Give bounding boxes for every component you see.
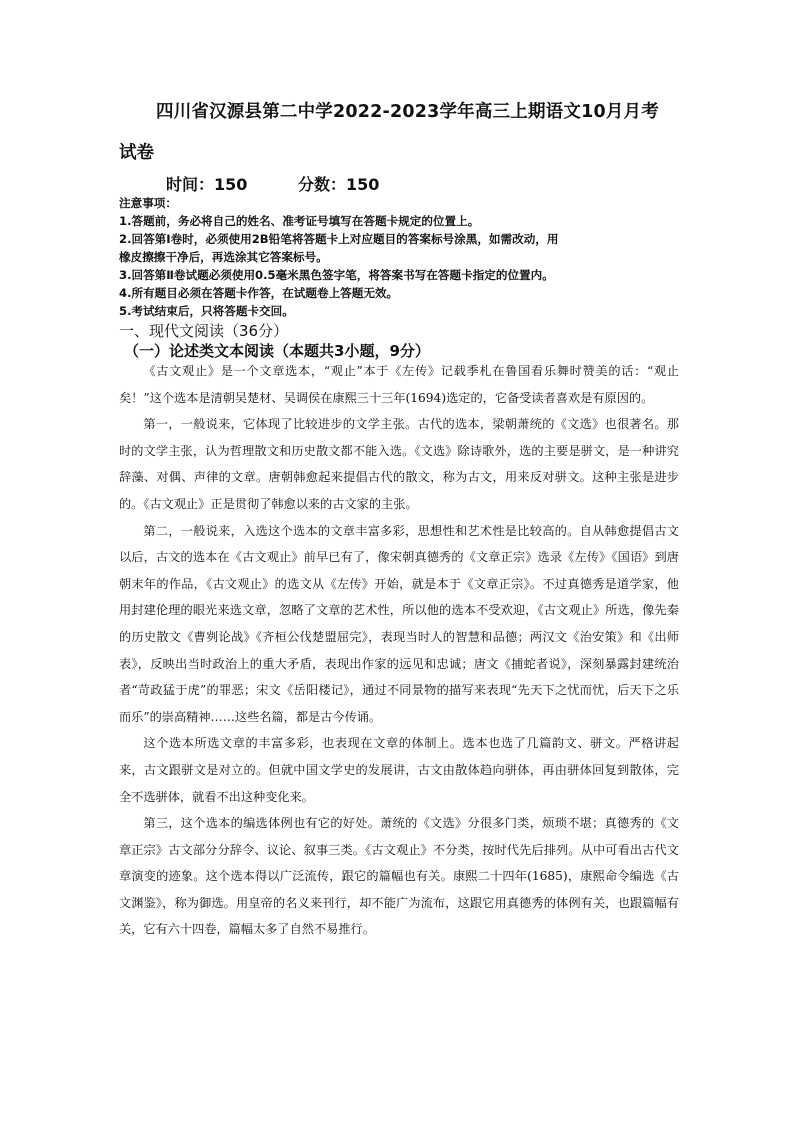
exam-title-continued: 试卷: [119, 143, 154, 163]
note-item: 3.回答第Ⅱ卷试题必须使用0.5毫米黑色签字笔，将答案书写在答题卡指定的位置内。: [119, 268, 554, 282]
reading-passage: [119, 358, 679, 943]
exam-score: 分数：150: [298, 175, 380, 194]
section-heading-1-1: （一）论述类文本阅读（本题共3小题，9分）: [124, 342, 430, 360]
exam-notes: [119, 194, 679, 320]
note-item: 2.回答第Ⅰ卷时，必须使用2B铅笔将答题卡上对应题目的答案标号涂黑，如需改动，用: [119, 232, 559, 246]
note-item: 1.答题前，务必将自己的姓名、准考证号填写在答题卡规定的位置上。: [119, 214, 480, 228]
passage-paragraph: 第二，一般说来，入选这个选本的文章丰富多彩，思想性和艺术性是比较高的。自从韩愈提倡古文以后，古文的选本在《古文观止》前早已有了，像宋朝真德秀的《文章正宗》选录《左传》《国语》到唐朝末年的作品，《古文观止》的选文从《左传》开始，就是本于《文章正宗》。不过真德秀是道学家，他用封建伦理的眼光来选文章，忽略了文章的艺术性，所以他的选本不受欢迎，《古文观止》所选，像先秦的历史散文《曹刿论战》《齐桓公伐楚盟屈完》，表现当时人的智慧和品德；两汉文《治安策》和《出师表》，反映出当时政治上的重大矛盾，表现出作家的远见和忠诚；唐文《捕蛇者说》，深刻暴露封建统治者“苛政猛于虎”的罪恶；宋文《岳阳楼记》，通过不同景物的描写来表现“先天下之忧而忧，后天下之乐而乐”的崇高精神……这些名篇，都是古今传诵。: [119, 523, 679, 724]
notes-heading: 注意事项：: [119, 196, 177, 210]
note-item: 5.考试结束后，只将答题卡交回。: [119, 304, 294, 318]
exam-title: 四川省汉源县第二中学2022-2023学年高三上期语文10月月考: [156, 102, 659, 122]
passage-paragraph: 第三，这个选本的编选体例也有它的好处。萧统的《文选》分很多门类，烦琐不堪；真德秀的《文章正宗》古文部分分辞令、议论、叙事三类。《古文观止》不分类，按时代先后排列。从中可看出古代文章演变的迹象。这个选本得以广泛流传，跟它的篇幅也有关。康熙二十四年(1685)，康熙命令编选《古文渊鉴》，称为御选。用皇帝的名义来刊行，却不能广为流布，这跟它用真德秀的体例有关，也跟篇幅有关，它有六十四卷，篇幅太多了自然不易推行。: [119, 816, 679, 937]
passage-paragraph: 第一，一般说来，它体现了比较进步的文学主张。古代的选本，梁朝萧统的《文选》也很著名。那时的文学主张，认为哲理散文和历史散文都不能入选。《文选》除诗歌外，选的主要是骈文，是一种讲究辞藻、对偶、声律的文章。唐朝韩愈起来提倡古代的散文，称为古文，用来反对骈文。这种主张是进步的。《古文观止》正是贯彻了韩愈以来的古文家的主张。: [119, 417, 679, 511]
note-item: 橡皮擦擦干净后，再选涂其它答案标号。: [119, 250, 328, 264]
passage-paragraph: 这个选本所选文章的丰富多彩，也表现在文章的体制上。选本也选了几篇韵文、骈文。严格讲起来，古文跟骈文是对立的。但就中国文学史的发展讲，古文由散体趋向骈体，再由骈体回复到散体，完全不选骈体，就看不出这种变化来。: [119, 736, 679, 804]
exam-time: 时间：150: [166, 175, 248, 194]
passage-paragraph: 《古文观止》是一个文章选本，“观止”本于《左传》记载季札在鲁国看乐舞时赞美的话：“观止矣！”这个选本是清朝吴楚材、吴调侯在康熙三十三年(1694)选定的，它备受读者喜欢是有原因的。: [119, 364, 679, 405]
note-item: 4.所有题目必须在答题卡作答，在试题卷上答题无效。: [119, 286, 399, 300]
section-heading-1: 一、现代文阅读（36分）: [119, 322, 289, 340]
